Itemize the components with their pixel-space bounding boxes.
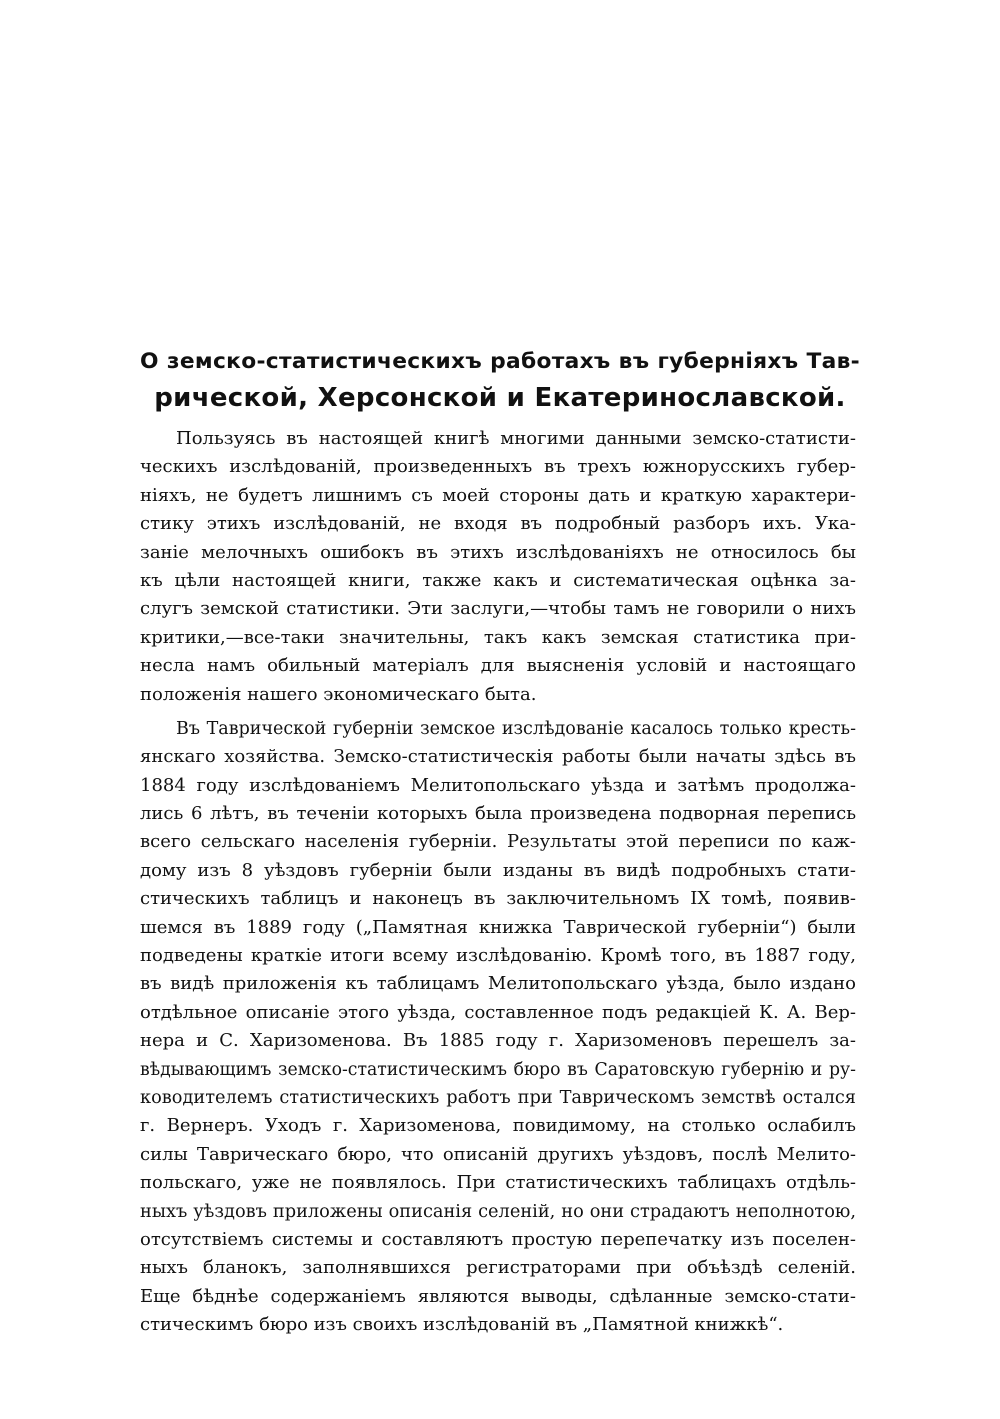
page-title: [140, 344, 860, 416]
text-line: ныхъ уѣздовъ приложены описанія селеній, но они страдаютъ неполнотою,: [140, 1201, 856, 1222]
text-line: польскаго, уже не появлялось. При статистическихъ таблицахъ отдѣль-: [140, 1172, 856, 1194]
text-line: несла намъ обильный матеріалъ для выясненія условій и настоящаго: [140, 655, 856, 677]
text-line: г. Вернеръ. Уходъ г. Харизоменова, повидимому, на столько ослабилъ: [140, 1115, 856, 1137]
body-text: [140, 425, 856, 1340]
text-line: слугъ земской статистики. Эти заслуги,—чтобы тамъ не говорили о нихъ: [140, 598, 856, 620]
text-line: къ цѣли настоящей книги, также какъ и систематическая оцѣнка за-: [140, 569, 856, 591]
text-line: силы Таврическаго бюро, что описаній другихъ уѣздовъ, послѣ Мелито-: [140, 1143, 856, 1165]
text-line: заніе мелочныхъ ошибокъ въ этихъ изслѣдованіяхъ не относилось бы: [140, 541, 856, 563]
text-line: 1884 году изслѣдованіемъ Мелитопольскаго уѣзда и затѣмъ продолжа-: [140, 774, 856, 796]
text-line: ныхъ бланокъ, заполнявшихся регистраторами при объѣздѣ селеній.: [140, 1257, 856, 1279]
text-line: Пользуясь въ настоящей книгѣ многими данными земско-статисти-: [176, 428, 856, 449]
text-line: критики,—все-таки значительны, такъ какъ земская статистика при-: [140, 626, 856, 648]
text-line: стическихъ таблицъ и наконецъ въ заключительномъ IX томѣ, появив-: [140, 888, 856, 910]
paragraph-1: [140, 425, 856, 709]
text-line: Въ Таврической губерніи земское изслѣдованіе касалось только кресть-: [176, 718, 856, 739]
text-line: подведены краткіе итоги всему изслѣдованію. Кромѣ того, въ 1887 году,: [140, 945, 856, 967]
title-line-1: О земско-статистическихъ работахъ въ губерніяхъ Тав-: [140, 349, 860, 374]
text-line: ческихъ изслѣдованій, произведенныхъ въ трехъ южнорусскихъ губер-: [140, 456, 856, 478]
paragraph-2: [140, 715, 856, 1340]
text-line: въ видѣ приложенія къ таблицамъ Мелитопольскаго уѣзда, было издано: [140, 973, 856, 995]
text-line: лись 6 лѣтъ, въ теченіи которыхъ была произведена подворная перепись: [140, 803, 856, 825]
title-line-2: рической, Херсонской и Екатеринославской.: [154, 383, 846, 413]
text-line: вѣдывающимъ земско-статистическимъ бюро въ Саратовскую губернію и ру-: [140, 1059, 856, 1080]
text-line: ніяхъ, не будетъ лишнимъ съ моей стороны дать и краткую характери-: [140, 484, 856, 506]
text-line: отдѣльное описаніе этого уѣзда, составленное подъ редакціей К. А. Вер-: [140, 1001, 856, 1023]
text-line: ководителемъ статистическихъ работъ при Таврическомъ земствѣ остался: [140, 1087, 856, 1108]
text-line: стическимъ бюро изъ своихъ изслѣдованій въ „Памятной книжкѣ“.: [140, 1314, 784, 1336]
text-line: дому изъ 8 уѣздовъ губерніи были изданы въ видѣ подробныхъ стати-: [140, 859, 856, 881]
text-line: положенія нашего экономическаго быта.: [140, 683, 537, 705]
text-line: Еще бѣднѣе содержаніемъ являются выводы, сдѣланные земско-стати-: [140, 1285, 856, 1307]
text-line: янскаго хозяйства. Земско-статистическія работы были начаты здѣсь въ: [140, 746, 856, 768]
text-line: нера и С. Харизоменова. Въ 1885 году г. Харизоменовъ перешелъ за-: [140, 1030, 856, 1052]
text-line: шемся въ 1889 году („Памятная книжка Таврической губерніи“) были: [140, 916, 856, 938]
text-line: стику этихъ изслѣдованій, не входя въ подробный разборъ ихъ. Ука-: [140, 513, 856, 535]
text-line: всего сельскаго населенія губерніи. Результаты этой переписи по каж-: [140, 831, 856, 853]
text-line: отсутствіемъ системы и составляютъ простую перепечатку изъ поселен-: [140, 1228, 856, 1250]
